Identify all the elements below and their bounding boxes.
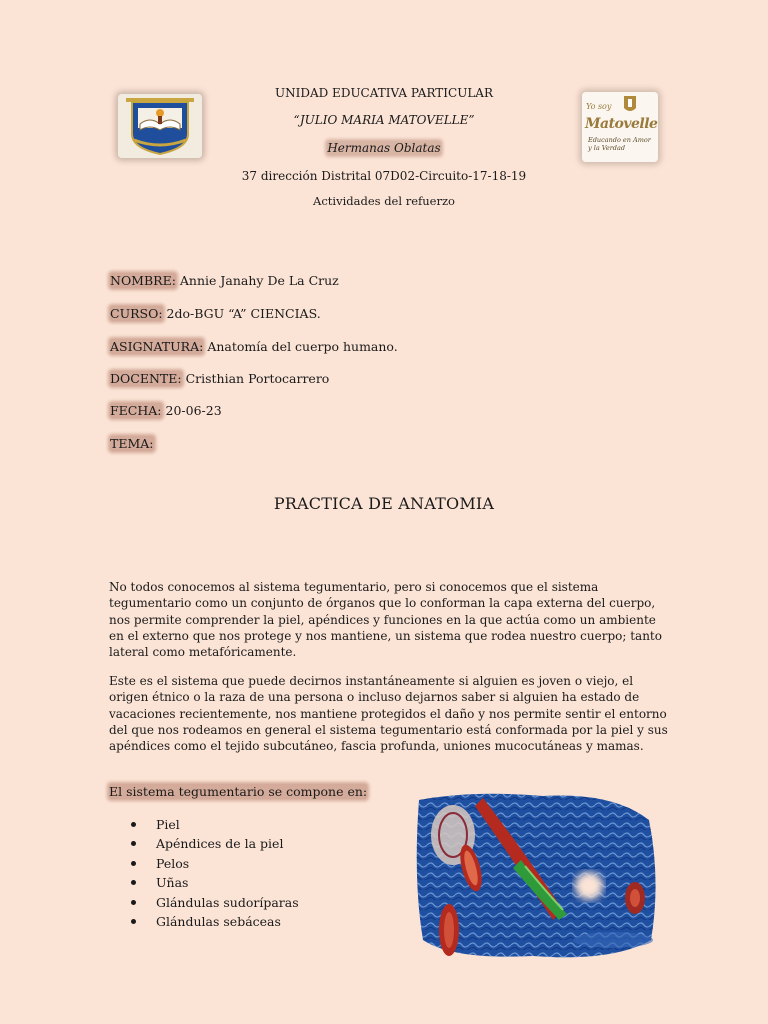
field-value: Annie Janahy De La Cruz bbox=[179, 273, 339, 288]
field-label: DOCENTE: bbox=[110, 371, 182, 386]
list-item-text: Uñas bbox=[156, 875, 189, 891]
field-label: TEMA: bbox=[110, 436, 154, 451]
field-docente bbox=[110, 371, 329, 386]
paragraph-intro: No todos conocemos al sistema tegumentario, pero si conocemos que el sistema tegumentario como un conjunto de órganos que lo conforman la capa externa del cuerpo, nos permite comprender la piel, apéndices y funciones en la que actúa como un ambiente en el externo que nos protege y nos mantiene, un sistema que rodea nuestro cuerpo; tanto lateral como metafóricamente. bbox=[109, 580, 662, 660]
page-title: PRACTICA DE ANATOMIA bbox=[273, 494, 495, 513]
district-line: 37 dirección Distrital 07D02-Circuito-17-18-19 bbox=[241, 169, 527, 183]
field-nombre bbox=[110, 273, 339, 288]
field-label: ASIGNATURA: bbox=[110, 339, 204, 354]
tissue-image-icon bbox=[413, 790, 661, 962]
field-fecha bbox=[110, 403, 222, 418]
field-curso bbox=[110, 306, 321, 321]
list-item bbox=[127, 893, 299, 912]
activity-line: Actividades del refuerzo bbox=[313, 194, 455, 208]
list-item bbox=[127, 834, 299, 853]
bullet-icon bbox=[131, 880, 136, 885]
list-item-text: Glándulas sebáceas bbox=[156, 913, 281, 929]
logo-name-text: Matovelle bbox=[585, 116, 658, 132]
field-label: NOMBRE: bbox=[110, 273, 176, 288]
field-value: Anatomía del cuerpo humano. bbox=[207, 339, 398, 354]
list-item bbox=[127, 873, 299, 892]
logo-tagline-text: Educando en Amor y la Verdad bbox=[588, 136, 651, 152]
list-item bbox=[127, 912, 299, 931]
field-label: CURSO: bbox=[110, 306, 163, 321]
school-name: “JULIO MARIA MATOVELLE” bbox=[293, 113, 475, 127]
bullet-icon bbox=[131, 861, 136, 866]
list-item bbox=[127, 854, 299, 873]
logo-small-text: Yo soy bbox=[586, 102, 612, 111]
skin-tissue-micrograph bbox=[413, 790, 661, 962]
components-heading bbox=[109, 784, 367, 799]
field-label: FECHA: bbox=[110, 403, 162, 418]
bullet-icon bbox=[131, 841, 136, 846]
bullet-icon bbox=[131, 822, 136, 827]
field-value: Cristhian Portocarrero bbox=[185, 371, 330, 386]
field-asignatura bbox=[110, 339, 398, 354]
components-list bbox=[127, 815, 299, 931]
order-name: Hermanas Oblatas bbox=[327, 141, 441, 155]
list-item bbox=[127, 815, 299, 834]
school-line: UNIDAD EDUCATIVA PARTICULAR bbox=[274, 86, 493, 100]
order-line bbox=[0, 141, 768, 155]
bullet-icon bbox=[131, 900, 136, 905]
list-item-text: Glándulas sudoríparas bbox=[156, 894, 299, 910]
field-value: 20-06-23 bbox=[165, 403, 222, 418]
components-heading-text: El sistema tegumentario se compone en: bbox=[109, 784, 368, 799]
list-item-text: Apéndices de la piel bbox=[156, 836, 284, 852]
list-item-text: Pelos bbox=[156, 855, 190, 871]
list-item-text: Piel bbox=[156, 817, 180, 832]
field-tema bbox=[110, 436, 154, 451]
bullet-icon bbox=[131, 919, 136, 924]
paragraph-description: Este es el sistema que puede decirnos instantáneamente si alguien es joven o viejo, el origen étnico o la raza de una persona o incluso dejarnos saber si alguien ha estado de vacaciones recientemente, nos mantiene protegidos el daño y nos permite sentir el entorno del que nos rodeamos en general el sistema tegumentario está conformada por la piel y sus apéndices como el tejido subcutáneo, fascia profunda, uniones mucocutáneas y mamas. bbox=[109, 674, 668, 754]
field-value: 2do-BGU “A” CIENCIAS. bbox=[166, 306, 321, 321]
